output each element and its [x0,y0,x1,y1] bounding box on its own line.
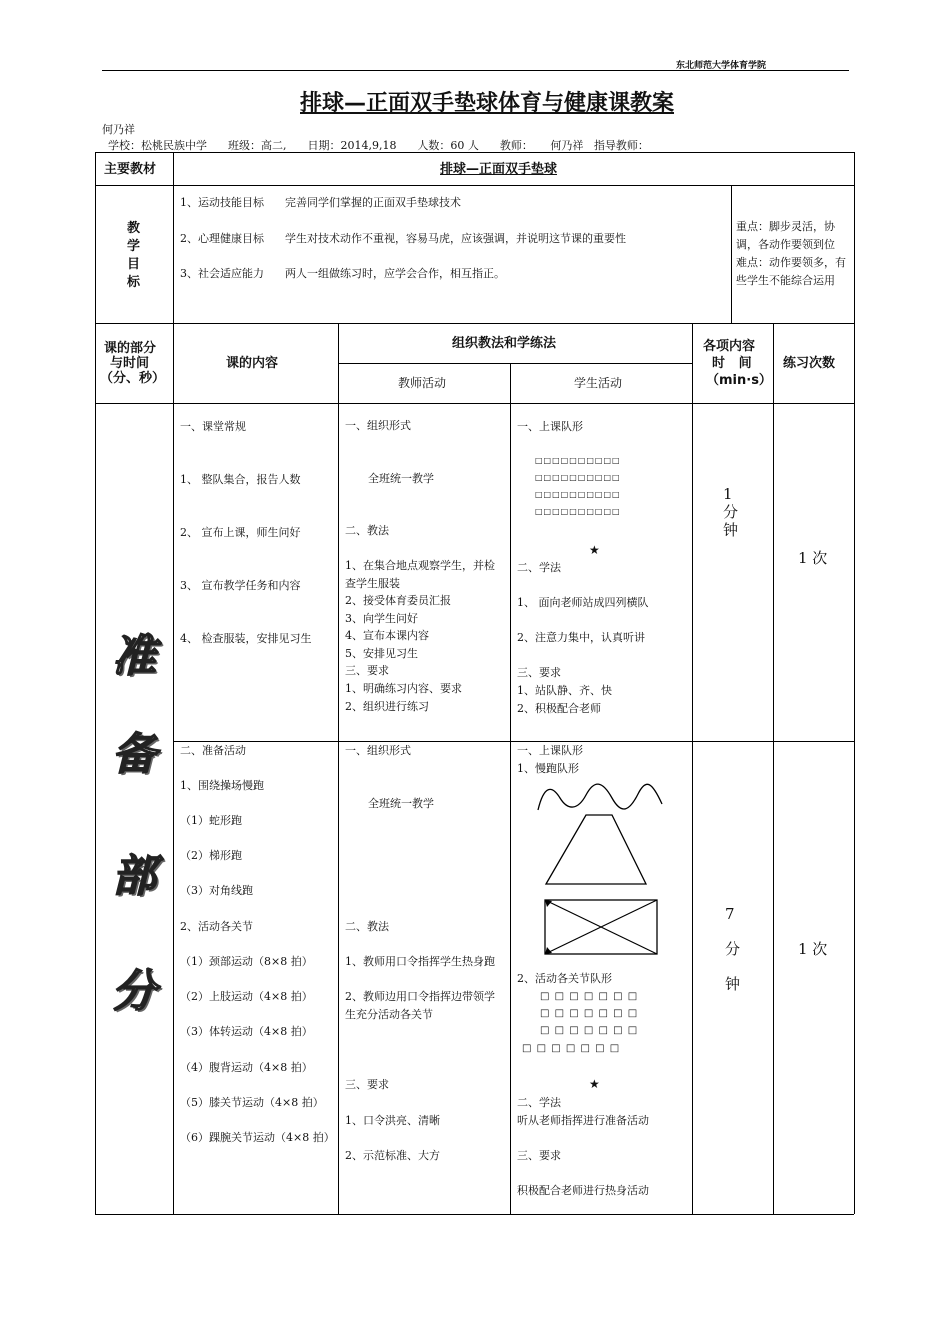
institution-name: 东北师范大学体育学院 [676,61,767,71]
teacher-star-icon: ★ [589,543,600,557]
trapezoid-run-path [546,815,646,884]
col-reps: 练习次数 [783,356,836,371]
goal-motor-skill: 1、运动技能目标 完善同学们掌握的正面双手垫球技术 [180,196,461,209]
col-content: 课的内容 [226,356,279,371]
page-title: 排球—正面双手垫球体育与健康课教案 [300,91,675,116]
snake-run-path [538,784,662,810]
goal-mental-health: 2、心理健康目标 学生对技术动作不重视，容易马虎，应该强调，并说明这节课的重要性 [180,232,626,245]
block2-reps: 1 次 [798,940,828,958]
jogging-formation-diagram [530,780,670,960]
main-material-value: 排球—正面双手垫球 [440,162,558,177]
main-material-label: 主要教材 [104,162,157,177]
header-rule [102,70,849,71]
goal-social: 3、社会适应能力 两人一组做练习时，应学会合作，相互指正。 [180,267,505,280]
lesson-info: 学校：松桃民族中学 班级：高二, 日期：2014,9,18 人数：60 人 教师： 何乃祥 指导教师： [108,139,649,152]
author: 何乃祥 [102,123,135,136]
col-teacher: 教师活动 [398,376,447,390]
col-student: 学生活动 [574,376,623,390]
col-method: 组织教法和学练法 [452,336,557,351]
block1-reps: 1 次 [798,549,828,567]
teacher-star-icon: ★ [589,1077,600,1091]
